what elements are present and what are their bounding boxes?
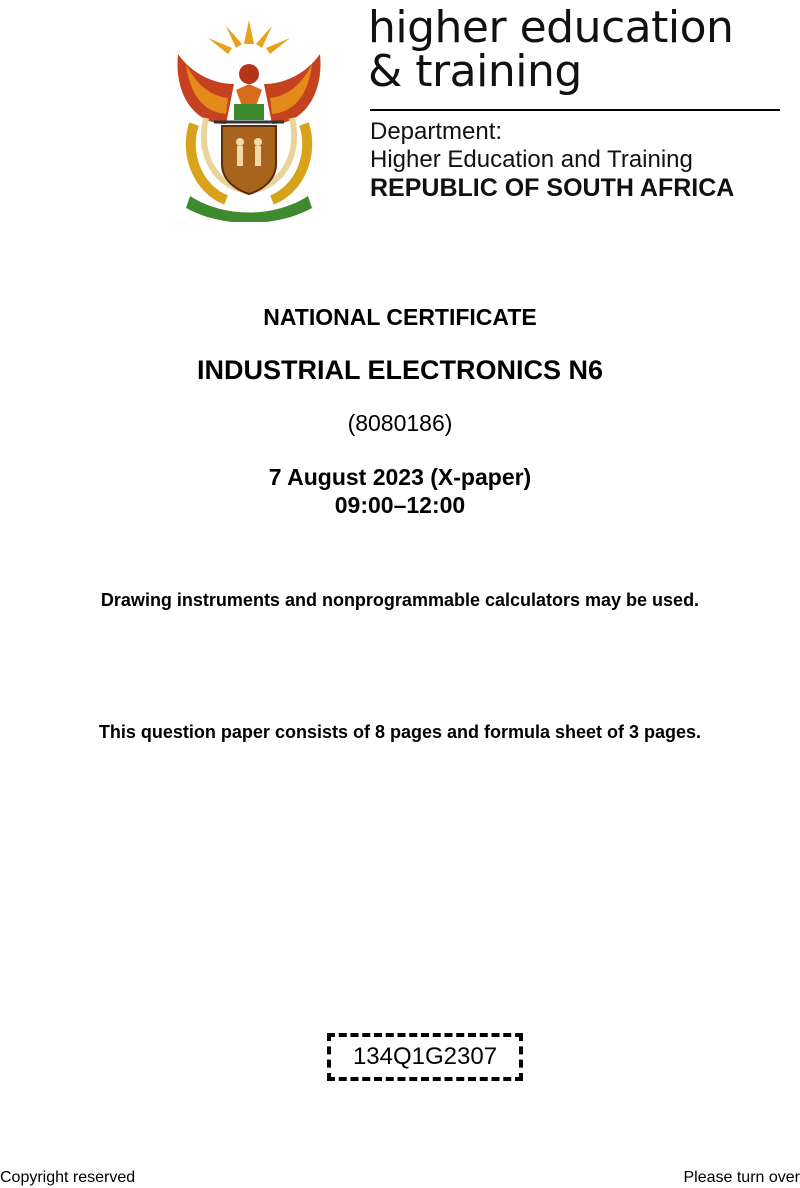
- exam-date-time: [0, 463, 800, 519]
- certificate-title: NATIONAL CERTIFICATE: [263, 304, 537, 330]
- brand-line-2: & training: [368, 46, 582, 97]
- department-label: Department:: [370, 118, 503, 145]
- brand-divider: [370, 109, 780, 111]
- department-full-name: Higher Education and Training: [370, 146, 693, 173]
- exam-date: 7 August 2023 (X-paper): [268, 464, 532, 490]
- exam-time: 09:00–12:00: [334, 492, 466, 518]
- subject-title: INDUSTRIAL ELECTRONICS N6: [196, 355, 604, 385]
- paper-code-box: 134Q1G2307: [327, 1033, 523, 1081]
- footer-turn-over: Please turn over: [683, 1169, 800, 1186]
- footer-copyright: Copyright reserved: [0, 1169, 136, 1186]
- instruction-calculators: Drawing instruments and nonprogrammable calculators may be used.: [100, 590, 700, 610]
- coat-of-arms-icon: [164, 14, 334, 222]
- department-name: [370, 118, 790, 202]
- brand-line-1: higher education: [368, 2, 734, 53]
- country-name: REPUBLIC OF SOUTH AFRICA: [370, 174, 735, 202]
- subject-code: (8080186): [347, 410, 453, 436]
- department-brand-title: [368, 2, 788, 97]
- instruction-page-count: This question paper consists of 8 pages and formula sheet of 3 pages.: [98, 722, 702, 742]
